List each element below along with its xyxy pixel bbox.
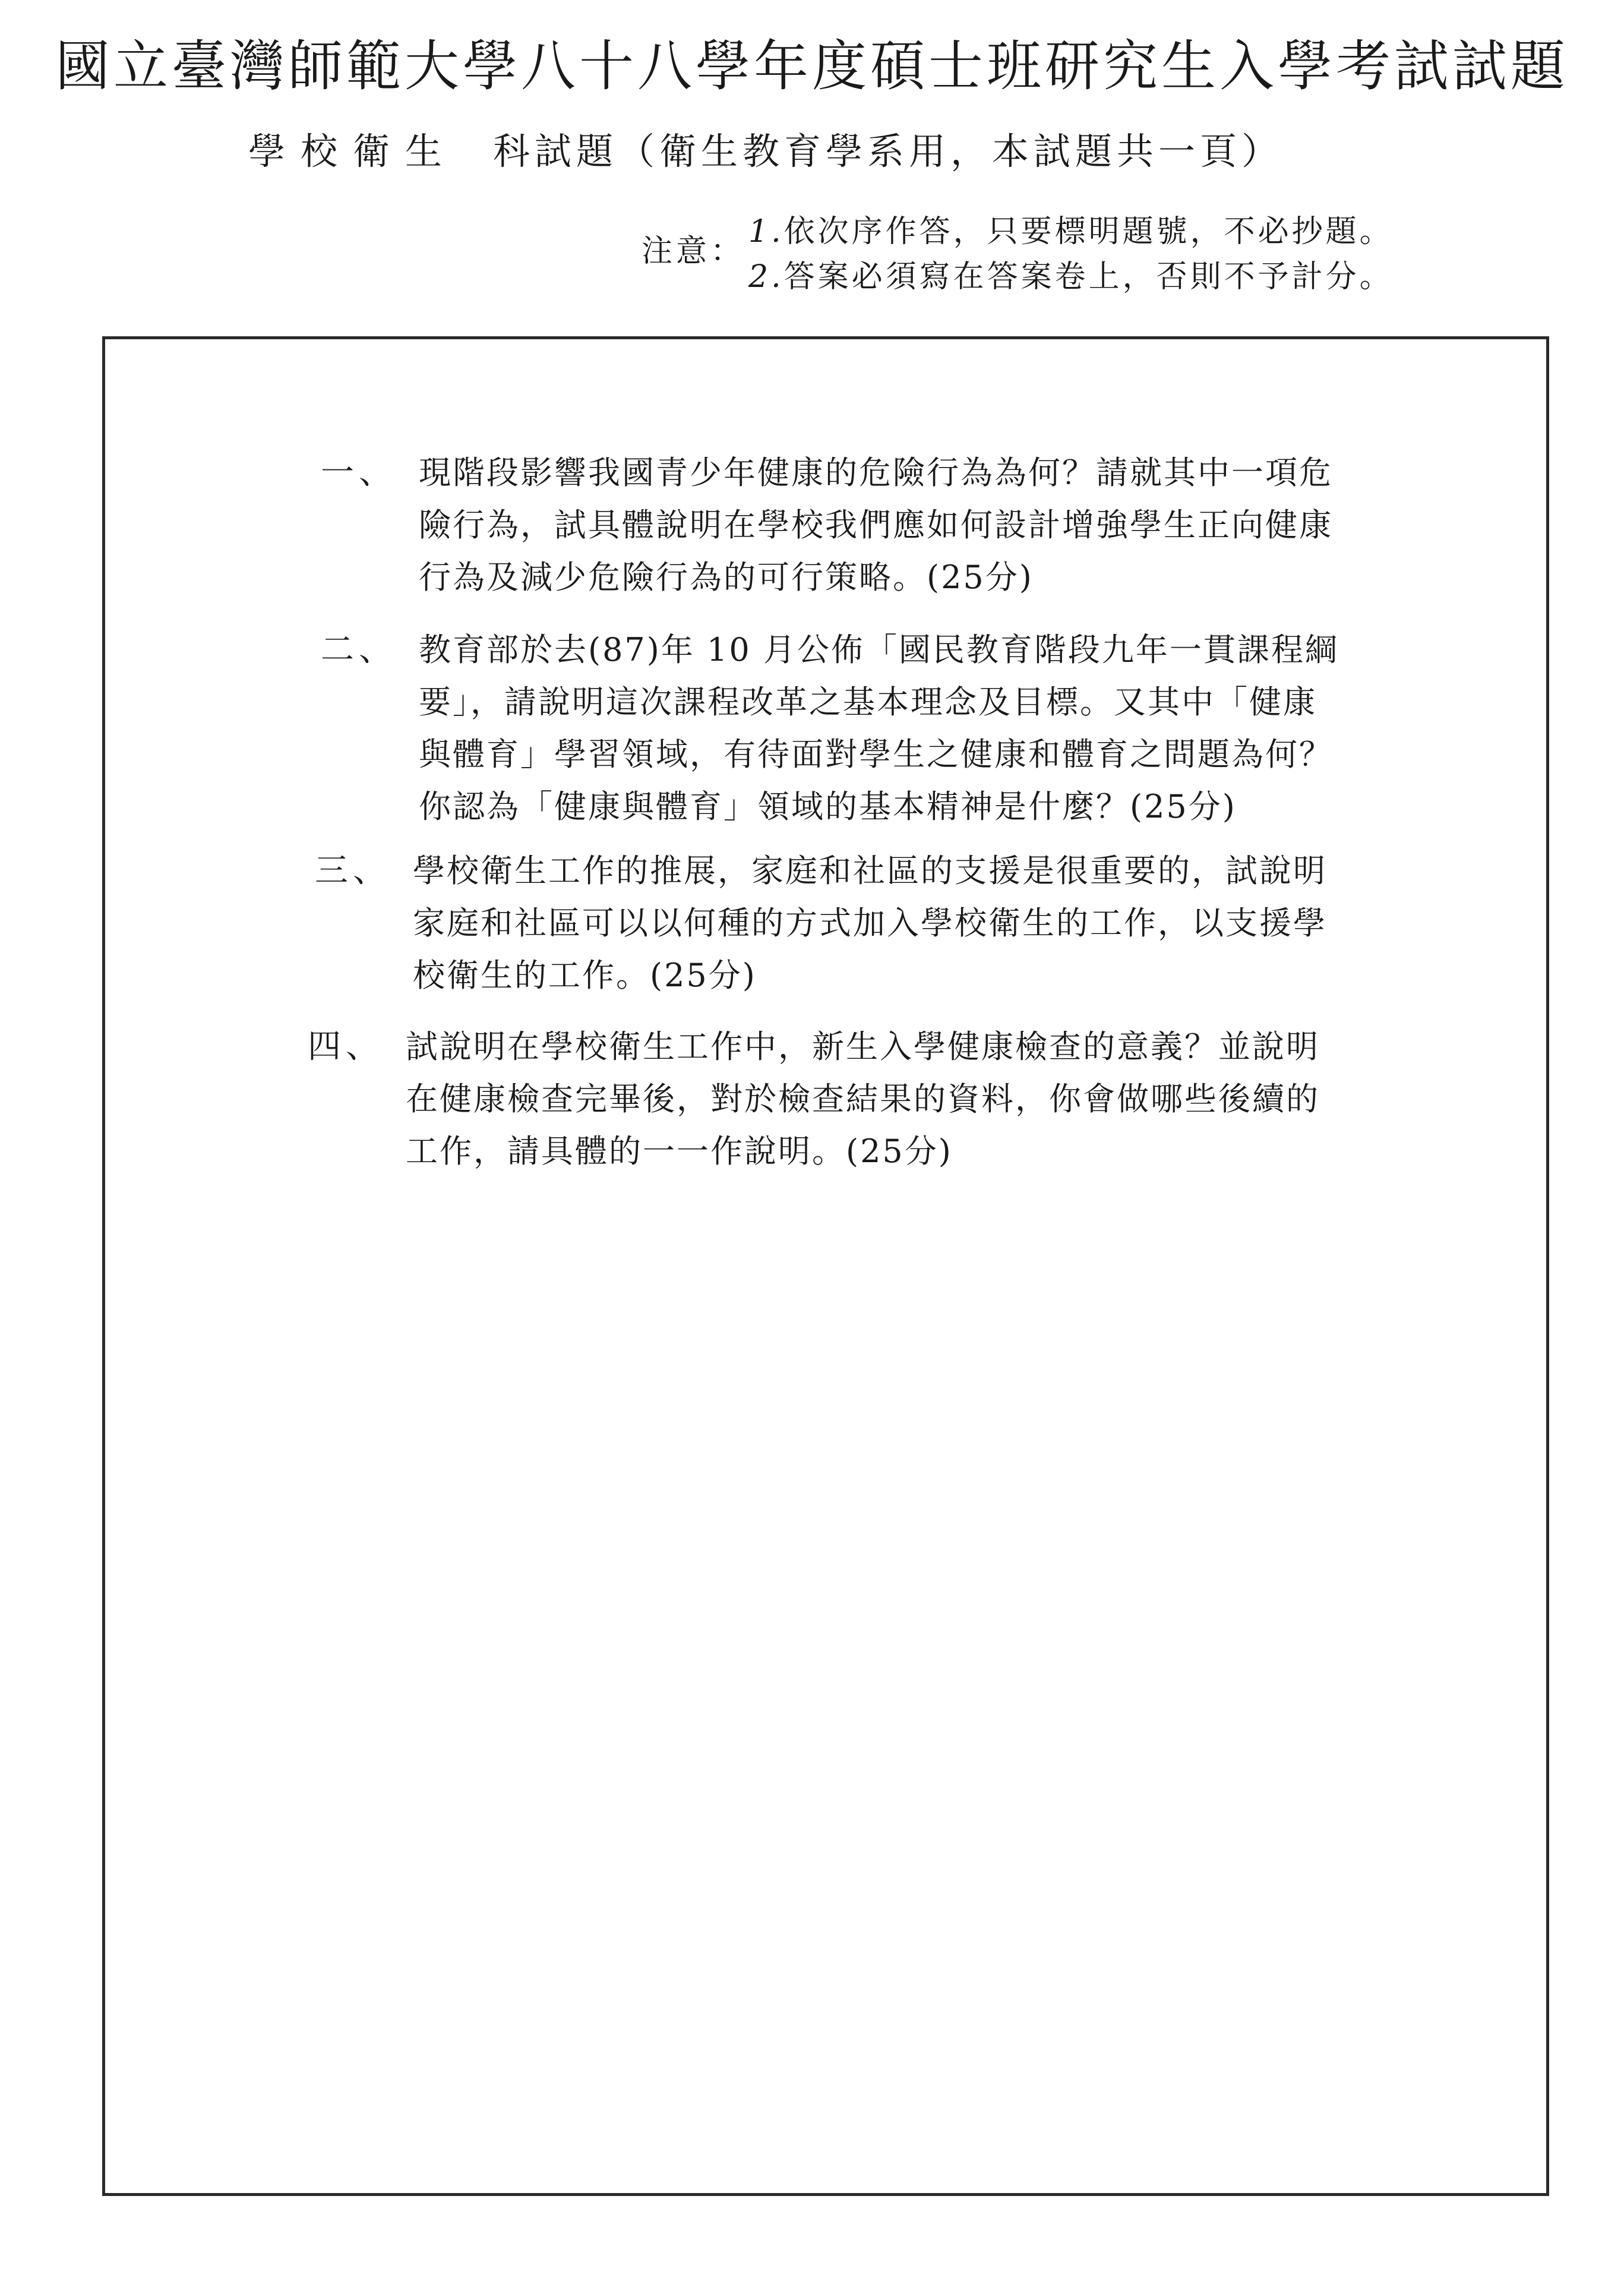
question-text [419, 624, 1363, 833]
question-line: 險行為，試具體說明在學校我們應如何設計增強學生正向健康 [419, 506, 1333, 544]
notice-item [748, 254, 1394, 299]
notice-item-number: 1. [748, 214, 784, 250]
notice-label: 注意： [642, 234, 745, 269]
question-frame [102, 336, 1549, 2196]
page-title: 國立臺灣師範大學八十八學年度碩士班研究生入學考試試題 [55, 34, 1569, 98]
question-line: 現階段影響我國青少年健康的危險行為為何？請就其中一項危 [419, 454, 1333, 491]
question-line: 教育部於去(87)年 10 月公佈「國民教育階段九年一貫課程綱 [419, 631, 1339, 668]
subtitle-description: 科試題（衛生教育學系用，本試題共一頁） [493, 130, 1284, 173]
question-line: 在健康檢查完畢後，對於檢查結果的資料，你會做哪些後續的 [406, 1080, 1320, 1118]
question-line: 行為及減少危險行為的可行策略。(25分) [419, 559, 1034, 596]
question-line: 試說明在學校衛生工作中，新生入學健康檢查的意義？並說明 [406, 1028, 1320, 1065]
question-line: 工作，請具體的一一作說明。(25分) [406, 1132, 953, 1170]
question-line: 要」，請說明這次課程改革之基本理念及目標。又其中「健康 [419, 683, 1317, 721]
question-number: 四、 [308, 1027, 384, 1066]
notice-list [748, 209, 1394, 299]
question-line: 與體育」學習領域，有待面對學生之健康和體育之問題為何？ [419, 736, 1333, 773]
subject-name: 學校衛生 [248, 130, 458, 173]
notice-item-text: 答案必須寫在答案卷上，否則不予計分。 [783, 259, 1394, 295]
question-number: 二、 [321, 630, 397, 669]
notice-item [748, 209, 1394, 254]
question-number: 三、 [315, 851, 391, 890]
question-text [406, 1021, 1350, 1178]
notice-item-text: 依次序作答，只要標明題號，不必抄題。 [783, 214, 1394, 250]
notice-item-number: 2. [748, 259, 784, 295]
question-text [413, 845, 1357, 1002]
question-line: 校衛生的工作。(25分) [413, 957, 757, 994]
question-line: 家庭和社區可以以何種的方式加入學校衛生的工作，以支援學 [413, 904, 1327, 942]
question-line: 你認為「健康與體育」領域的基本精神是什麼？(25分) [419, 788, 1237, 825]
exam-subtitle [248, 125, 1283, 178]
question-line: 學校衛生工作的推展，家庭和社區的支援是很重要的，試說明 [413, 852, 1327, 889]
question-number: 一、 [321, 453, 397, 492]
question-text [419, 447, 1363, 604]
